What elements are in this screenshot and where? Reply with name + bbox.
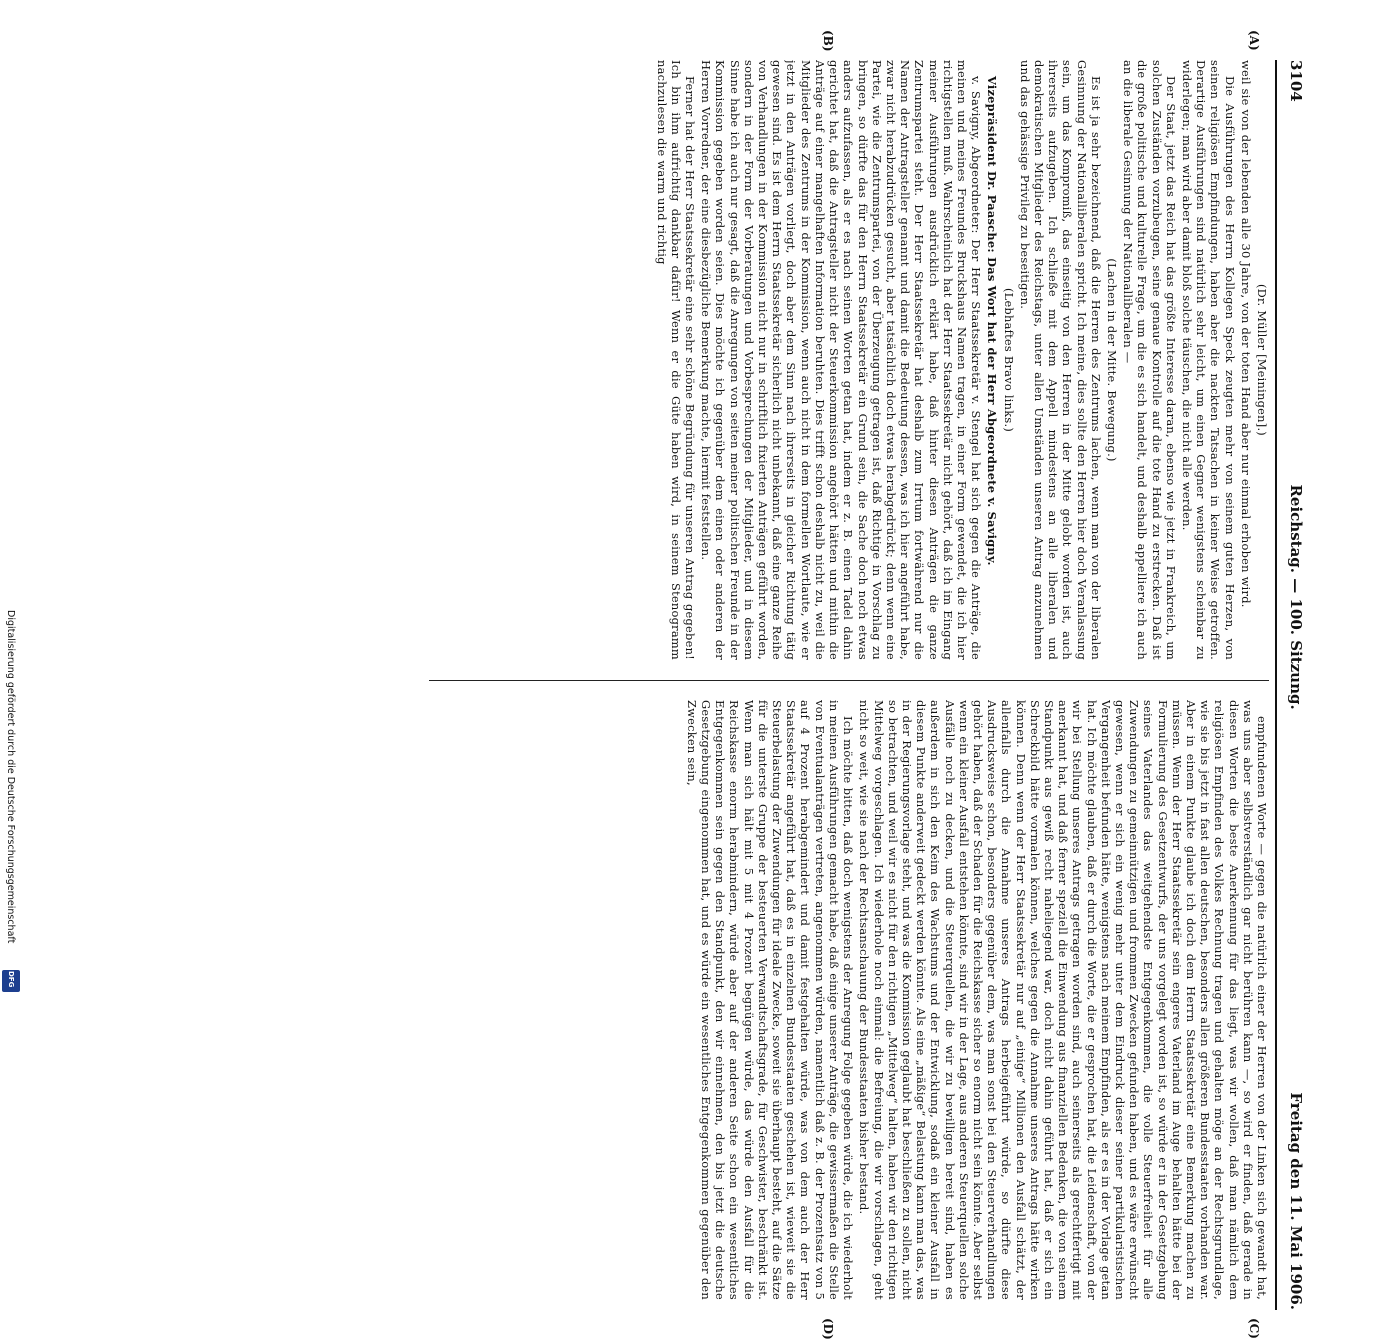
page-date: Freitag den 11. Mai 1906. [1287, 1092, 1305, 1310]
dfg-logo-text: DFG [7, 971, 15, 988]
newspaper-sheet [55, 30, 1305, 1340]
paragraph: Ferner hat der Herr Staatssekretär eine sehr schöne Begründung für unseren Antrag gegeben! Ich bin ihm aufrichtig dankbar dafür! Wenn er die Güte haben wird, in seinem Stenogramm nachzulesen die warm und richtig [654, 60, 698, 660]
paragraph: Die Ausführungen des Herrn Kollegen Speck zeugten mehr von seinem guten Herzen, von seinen religiösen Empfindungen, haben aber die nackten Tatsachen in keiner Weise getroffen. Derartige Ausführungen sind natürlich sehr leicht, um einen Gegner wenigstens scheinbar zu widerlegen; man wird aber damit bloß solche täuschen, die nicht alle werden. [1179, 60, 1237, 660]
stage-direction: (Lachen in der Mitte. Bewegung.) [1104, 258, 1119, 462]
header-rule [1275, 60, 1277, 1310]
margin-marker-b: (B) [821, 30, 835, 52]
page-header [1279, 60, 1305, 1310]
page-number: 3104 [1287, 60, 1305, 102]
right-column [429, 700, 1269, 1300]
paragraph: weil sie von der lebenden alle 30 Jahre, von der toten Hand aber nur einmal erhoben wird. [1238, 60, 1253, 608]
digitization-credit [4, 610, 18, 990]
paragraph: Der Staat, jetzt das Reich hat das größte Interesse daran, ebenso wie jetzt in Frankreich, um solchen Zuständen vorzubeugen, seine genaue Kontrolle auf die tote Hand zu erstrecken. Daß ist die große politische und kulturelle Frage, um die es sich handelt, und deshalb appelliere ich auch an die liberale Gesinnung der Nationalliberalen — [1121, 60, 1178, 660]
margin-marker-c: (C) [1247, 1318, 1261, 1339]
speaker-reference: (Dr. Müller [Meiningen].) [1255, 283, 1269, 437]
paragraph: Ich möchte bitten, daß doch wenigstens der Anregung Folge gegeben würde, die ich wiederholt in meinen Ausführungen gemacht habe, daß einige unserer Anträge, die gewissermaßen die Stelle von Eventualanträgen vertreten, angenommen würden, namentlich daß z. B. der Prozentsatz von 5 auf 4 Prozent herabgemindert und damit festgehalten würde, was von dem auch der Herr Staatssekretär angeführt hat, daß es in einzelnen Bundesstaaten geschehen ist, wieweit sie die Steuerbelastung der Zuwendungen für ideale Zwecke, soweit sie überhaupt besteht, auf die Sätze für die unterste Gruppe der besteuerten Verwandtschaftsgrade, für Geschwister, beschränkt ist. Wenn man sich hält mit 5 mit 4 Prozent begnügen würde, das würde den Ausfall für die Reichskasse enorm herabmindern, würde aber auf der anderen Seite schon ein wesentliches Entgegenkommen sein gegen den Standpunkt, den wir einnehmen, den bis jetzt die deutsche Gesetzgebung eingenommen hat, und es würde ein wesentliches Entgegenkommen gegenüber den Zwecken sein, [684, 700, 856, 1300]
credit-text: Digitalisierung gefördert durch die Deutsche Forschungsgemeinschaft [5, 610, 16, 944]
left-column [429, 60, 1269, 660]
rotated-sheet [55, 30, 1305, 1340]
margin-marker-d: (D) [821, 1318, 835, 1340]
page-title: Reichstag. — 100. Sitzung. [1287, 484, 1305, 710]
paragraph: v. Savigny, Abgeordneter: Der Herr Staatssekretär v. Stengel hat sich gegen die Anträge, die meinen und meines Freundes Bruckshaus Namen tragen, in einer Form gewendet, die ich hier richtigstellen muß. Wahrscheinlich hat der Herr Staatssekretär nicht gehört, daß ich im Eingang meiner Ausführungen ausdrücklich erklärt habe, daß hinter diesen Anträgen die ganze Zentrumspartei steht. Der Herr Staatssekretär hat deshalb zum Irrtum fortwährend nur die Namen der Antragsteller genannt und damit die Bedeutung dessen, was ich hier angeführt habe, zwar nicht herabzudrücken gesucht, aber tatsächlich doch etwas herabgedrückt; denn wenn eine Partei, wie die Zentrumspartei, von der Überzeugung getragen ist, daß Richtige in Vorschlag zu bringen, so dürfte das für den Herrn Staatssekretär ein Grund sein, die Sache doch noch etwas anders aufzufassen, als er es nach seinen Worten getan hat, indem er z. B. einen Tadel dahin gerichtet hat, daß die Antragsteller nicht der Steuerkommission angehört hätten und mithin die Anträge auf einer mangelhaften Information beruhten. Dies trifft schon deshalb nicht zu, weil die Mitglieder des Zentrums in der Kommission, wenn auch nicht in dem formellen Wortlaute, wie er jetzt in den Anträgen vorliegt, doch aber dem Sinn nach ihrerseits in gleicher Richtung tätig gewesen sind. Es ist dem Herrn Staatssekretär sicherlich nicht unbekannt, daß eine ganze Reihe von Verhandlungen in der Kommission nicht nur in schriftlich fixierten Anträgen geführt worden, sondern in der Form der Vorberatungen und Vorbesprechungen der Mitglieder, und in diesem Sinne habe ich auch nur gesagt, daß die Anregungen von seiten meiner politischen Freunde in der Kommission gegeben worden seien. Dies möchte ich gegenüber dem einen oder anderen der Herren Vorredner, der eine diesbezügliche Bemerkung machte, hiermit feststellen. [699, 60, 984, 660]
column-divider [429, 680, 1269, 681]
paragraph: Es ist ja sehr bezeichnend, daß die Herren des Zentrums lachen, wenn man von der liberalen Gesinnung der Nationalliberalen spricht. Ich meine, dies sollte den Herren hier doch Veranlassung sein, um das Kompromiß, das einseitig von den Herren in der Mitte gelobt worden ist, auch ihrerseits aufzugeben. Ich schließe mit dem Appell mindestens an alle liberalen und demokratischen Mitglieder des Reichstags, unter allen Umständen unseren Antrag anzunehmen und das gehässige Privileg zu beseitigen. [1017, 60, 1103, 660]
vice-president-statement: Vizepräsident Dr. Paasche: Das Wort hat der Herr Abgeordnete v. Savigny. [985, 76, 1000, 566]
dfg-logo [2, 970, 20, 992]
paragraph: empfundenen Worte — gegen die natürlich einer der Herren von der Linken sich gewandt hat, was uns aber selbstverständlich gar nicht berühren kann —, so wird er finden, daß gerade in diesen Worten die beste Anerkennung für das liegt, was wir wollen, daß man nämlich dem religiösen Empfinden des Volkes Rechnung tragen und gehalten möge an der Rechtsgrundlage, wie sie bis jetzt in fast allen deutschen, besonders allen größeren Bundesstaaten vorhanden war. Aber in einem Punkte glaube ich doch dem Herrn Staatssekretär eine Bemerkung machen zu müssen. Wenn der Herr Staatssekretär sein engeres Vaterland im Auge behalten hätte bei der Formulierung des Gesetzentwurfs, der uns vorgelegt worden ist, so würde er in der Gesetzgebung seines Vaterlandes das weitgehendste Entgegenkommen, die volle Steuerfreiheit für alle Zuwendungen zu gemeinnützigen und frommen Zwecken gefunden haben, und es wäre erwünscht gewesen, wenn er sich ein wenig mehr unter dem Eindruck dieser seiner partikularistischen Vergangenheit befunden hätte, wenigstens nach meinem Empfinden, als er es in der Vorlage getan hat. Ich möchte glauben, daß er durch die Worte, die er gesprochen hat, die Leidenschaft, von der wir bei Stellung unseres Antrags getragen worden sind, auch seinerseits als gerechtfertigt mit anerkannt hat, und daß ferner speziell die Einwendung aus finanziellen Bedenken, die von seinem Standpunkt aus gewiß recht naheliegend war, doch nicht dahin geführt hat, daß er sich ein Schreckbild hätte vormalen können, welches gegen die Annahme unseres Antrags hätte wirken können. Denn wenn der Herr Staatssekretär nur auf „einige“ Millionen den Ausfall schätzt, der allenfalls durch die Annahme unseres Antrags herbeigeführt würde, so dürfte diese Ausdrucksweise schon, besonders gegenüber dem, was man sonst bei den Steuerverhandlungen gehört haben, daß der Schaden für die Reichskasse sicher so enorm nicht sein könnte. Aber selbst wenn ein kleiner Ausfall entstehen könnte, sind wir in der Lage, aus anderen Steuerquellen solche Ausfälle noch zu decken, und die Steuerquellen, die wir zu bewilligen bereit sind, haben es außerdem in sich den Keim des Wachstums und der Entwicklung, sodaß ein kleiner Ausfall in diesem Punkte anderweit gedeckt werden könnte. Als eine „mäßige“ Belastung kann man das, was in der Regierungsvorlage steht, und was die Kommission geglaubt hat beschließen zu sollen, nicht so betrachten, und weil wir es nicht für den richtigen „Mittelweg“ halten, haben wir den richtigen Mittelweg vorgeschlagen. Ich wiederhole noch einmal: die Befreiung, die wir vorschlagen, geht nicht so weit, wie sie nach der Rechtsanschauung der Bundesstaaten bisher bestand. [857, 700, 1269, 1300]
stage-direction: (Lebhaftes Bravo links.) [1001, 287, 1016, 433]
margin-marker-a: (A) [1247, 30, 1261, 51]
